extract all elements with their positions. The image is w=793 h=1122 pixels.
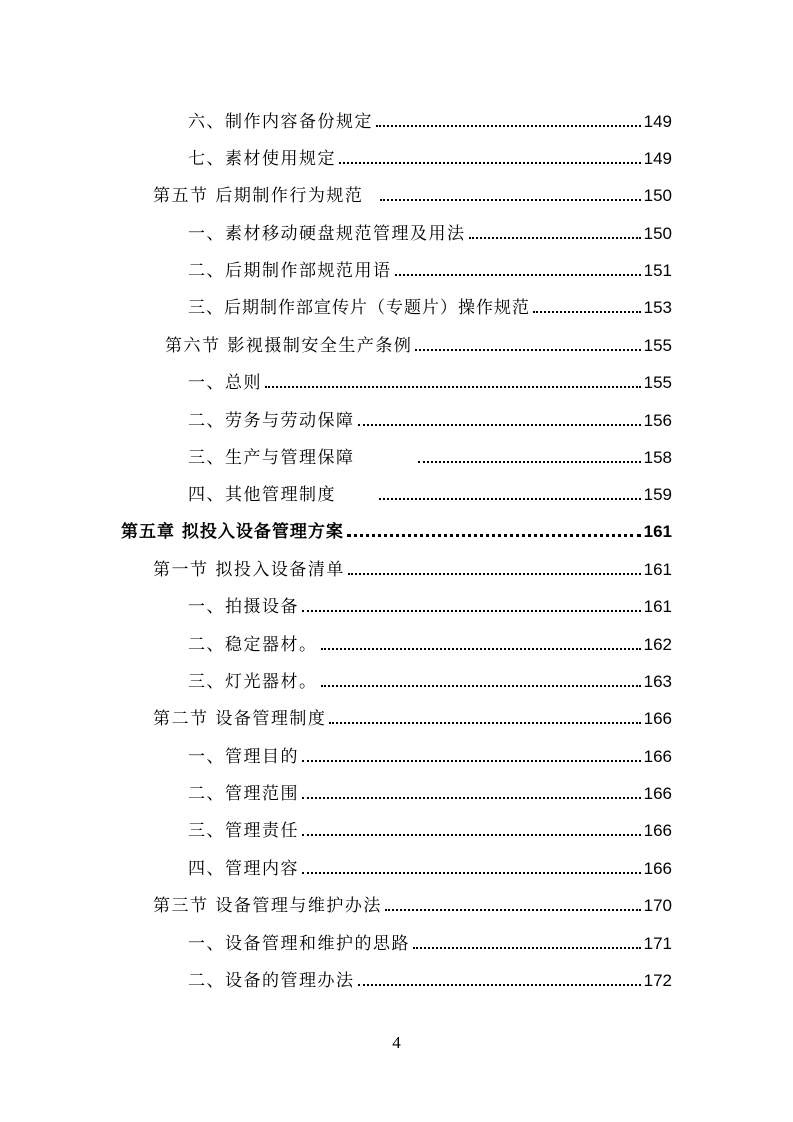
toc-chapter-entry [121, 516, 672, 542]
toc-entry-title: 一、素材移动硬盘规范管理及用法 [188, 224, 466, 244]
toc-leader-dots [533, 311, 641, 313]
toc-entry-title: 一、总则 [188, 373, 262, 393]
toc-entry [188, 741, 672, 767]
toc-entry-page: 149 [643, 112, 672, 131]
toc-leader-dots [302, 797, 641, 799]
toc-leader-dots [469, 237, 641, 239]
toc-leader-dots [376, 125, 641, 127]
toc-entry-title: 六、制作内容备份规定 [188, 112, 373, 132]
toc-entry-page: 166 [643, 747, 672, 766]
toc-entry [153, 703, 672, 729]
toc-entry [153, 554, 672, 580]
toc-entry-page: 171 [643, 934, 672, 953]
toc-entry-title: 四、管理内容 [188, 859, 299, 879]
toc-leader-dots [415, 349, 640, 351]
toc-leader-dots [329, 722, 640, 724]
toc-entry [188, 853, 672, 879]
toc-leader-dots [302, 834, 641, 836]
toc-entry-title: 第二节 设备管理制度 [153, 709, 327, 729]
toc-leader-dots [413, 947, 641, 949]
toc-entry-title: 第五章 拟投入设备管理方案 [121, 522, 344, 542]
toc-entry [188, 778, 672, 804]
toc-entry [188, 292, 672, 318]
toc-entry-page: 150 [643, 224, 672, 243]
toc-leader-dots [302, 760, 641, 762]
toc-entry-page: 162 [643, 635, 672, 654]
toc-entry-title: 第三节 设备管理与维护办法 [153, 896, 382, 916]
toc-entry-page: 156 [643, 411, 672, 430]
toc-leader-dots [358, 424, 641, 426]
toc-entry-title: 四、其他管理制度 [188, 485, 336, 505]
toc-entry-title: 三、后期制作部宣传片（专题片）操作规范 [188, 298, 530, 318]
toc-entry [153, 890, 672, 916]
toc-entry [188, 143, 672, 169]
toc-leader-dots [348, 573, 641, 575]
toc-entry-title: 三、生产与管理保障 [188, 448, 355, 468]
toc-leader-dots [358, 984, 641, 986]
toc-entry-title: 七、素材使用规定 [188, 149, 336, 169]
toc-entry-page: 155 [643, 336, 672, 355]
toc-entry-title: 一、设备管理和维护的思路 [188, 934, 410, 954]
toc-leader-dots [321, 648, 641, 650]
toc-entry-page: 151 [643, 261, 672, 280]
toc-entry-page: 166 [643, 709, 672, 728]
toc-entry-page: 170 [643, 896, 672, 915]
toc-entry [188, 965, 672, 991]
toc-entry-title: 一、管理目的 [188, 747, 299, 767]
toc-leader-dots [395, 274, 641, 276]
toc-entry-page: 161 [643, 597, 672, 616]
toc-leader-dots [339, 162, 641, 164]
toc-entry [188, 405, 672, 431]
toc-entry [188, 479, 672, 505]
toc-leader-dots [418, 461, 641, 463]
toc-leader-dots [302, 872, 641, 874]
toc-leader-dots [380, 199, 640, 201]
toc-entry-page: 161 [643, 522, 672, 541]
toc-leader-dots [379, 498, 641, 500]
toc-entry [188, 815, 672, 841]
toc-entry-title: 三、管理责任 [188, 821, 299, 841]
toc-entry-page: 166 [643, 859, 672, 878]
toc-entry [153, 180, 672, 206]
toc-entry-page: 149 [643, 149, 672, 168]
toc-entry [188, 367, 672, 393]
toc-entry-page: 161 [643, 560, 672, 579]
toc-entry [188, 666, 672, 692]
toc-entry-page: 159 [643, 485, 672, 504]
toc-leader-dots [385, 909, 641, 911]
toc-entry-title: 第五节 后期制作行为规范 [153, 186, 364, 206]
toc-entry-title: 二、后期制作部规范用语 [188, 261, 392, 281]
toc-entry-title: 第六节 影视摄制安全生产条例 [165, 336, 413, 356]
toc-entry [165, 330, 672, 356]
toc-entry-page: 166 [643, 784, 672, 803]
toc-entry [188, 629, 672, 655]
toc-entry-page: 172 [643, 971, 672, 990]
toc-entry [188, 591, 672, 617]
toc-entry-title: 二、劳务与劳动保障 [188, 411, 355, 431]
toc-entry-title: 二、设备的管理办法 [188, 971, 355, 991]
toc-leader-dots [265, 386, 641, 388]
toc-entry-page: 153 [643, 298, 672, 317]
toc-entry-title: 三、灯光器材。 [188, 672, 318, 692]
toc-entry [188, 255, 672, 281]
toc-leader-dots [347, 534, 641, 537]
toc-entry [188, 442, 672, 468]
toc-entry-title: 二、稳定器材。 [188, 635, 318, 655]
toc-entry-title: 第一节 拟投入设备清单 [153, 560, 345, 580]
toc-entry-page: 158 [643, 448, 672, 467]
toc-leader-dots [302, 610, 641, 612]
toc-entry-title: 二、管理范围 [188, 784, 299, 804]
toc-entry [188, 106, 672, 132]
toc-entry-page: 150 [643, 186, 672, 205]
toc-entry [188, 928, 672, 954]
toc-entry-page: 166 [643, 821, 672, 840]
toc-entry-page: 155 [643, 373, 672, 392]
toc-entry-page: 163 [643, 672, 672, 691]
page-number: 4 [392, 1033, 401, 1052]
toc-entry-title: 一、拍摄设备 [188, 597, 299, 617]
toc-leader-dots [321, 685, 641, 687]
toc-entry [188, 218, 672, 244]
